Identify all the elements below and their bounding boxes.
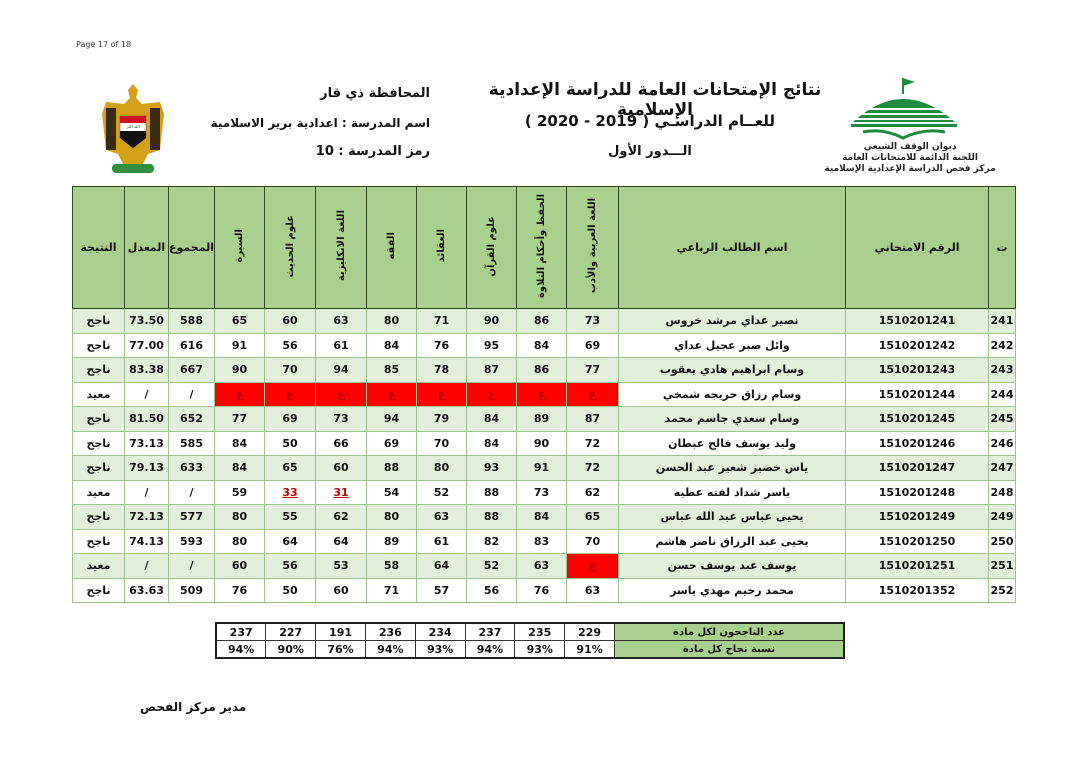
table-row (73, 431, 1016, 456)
cell-index: 247 (989, 456, 1016, 481)
cell-quran-sciences: 93 (467, 456, 517, 481)
cell-fiqh: 88 (367, 456, 417, 481)
cell-english: 63 (316, 309, 367, 334)
cell-index: 246 (989, 431, 1016, 456)
pass-rate-hadith: 90% (266, 641, 316, 659)
pass-rate-hifz: 93% (515, 641, 565, 659)
school-name: اسم المدرسة : اعدادية برير الاسلامية (210, 116, 430, 130)
cell-quran-sciences: 84 (467, 431, 517, 456)
cell-total: 633 (169, 456, 215, 481)
header-hifz (517, 187, 567, 309)
cell-hifz: 83 (517, 529, 567, 554)
cell-exam-number: 1510201246 (846, 431, 989, 456)
cell-total: 652 (169, 407, 215, 432)
cell-english: 64 (316, 529, 367, 554)
header-name: اسم الطالب الرباعي (619, 187, 846, 309)
cell-index: 244 (989, 382, 1016, 407)
cell-result: معيد (73, 480, 125, 505)
cell-arabic-absent: غ (567, 554, 619, 579)
cell-aqaid: 64 (417, 554, 467, 579)
cell-english: 66 (316, 431, 367, 456)
cell-fiqh: 89 (367, 529, 417, 554)
cell-exam-number: 1510201241 (846, 309, 989, 334)
cell-exam-number: 1510201242 (846, 333, 989, 358)
pass-rate-row (216, 641, 844, 659)
pass-count-hifz: 235 (515, 623, 565, 641)
cell-seerah: 65 (215, 309, 265, 334)
cell-index: 251 (989, 554, 1016, 579)
table-row (73, 309, 1016, 334)
cell-average: / (125, 480, 169, 505)
pass-count-quran-sciences: 237 (465, 623, 515, 641)
cell-seerah: 60 (215, 554, 265, 579)
cell-hifz: 76 (517, 578, 567, 603)
cell-average: 63.63 (125, 578, 169, 603)
pass-rate-arabic: 91% (565, 641, 615, 659)
pass-rate-aqaid: 93% (415, 641, 465, 659)
cell-total: 593 (169, 529, 215, 554)
header-fiqh (367, 187, 417, 309)
page-number: Page 17 of 18 (76, 40, 132, 49)
cell-average: / (125, 554, 169, 579)
cell-hadith: 65 (265, 456, 316, 481)
cell-hifz-absent: غ (517, 382, 567, 407)
cell-arabic: 63 (567, 578, 619, 603)
cell-name: ياس خضير شعير عبد الحسن (619, 456, 846, 481)
results-table (72, 186, 1016, 603)
pass-rate-label: نسبة نجاح كل مادة (615, 641, 845, 659)
cell-hifz: 86 (517, 358, 567, 383)
cell-fiqh: 54 (367, 480, 417, 505)
cell-aqaid: 57 (417, 578, 467, 603)
header-seerah-label: السيرة (234, 229, 245, 263)
cell-english-absent: غ (316, 382, 367, 407)
header-quran-sciences (467, 187, 517, 309)
cell-fiqh: 71 (367, 578, 417, 603)
header-arabic (567, 187, 619, 309)
cell-result: ناجح (73, 358, 125, 383)
header-english (316, 187, 367, 309)
signature-label: مدير مركز الفحص (140, 700, 247, 714)
cell-quran-sciences: 56 (467, 578, 517, 603)
cell-index: 249 (989, 505, 1016, 530)
cell-hifz: 86 (517, 309, 567, 334)
governorate: المحافظة ذي قار (320, 86, 430, 101)
cell-exam-number: 1510201245 (846, 407, 989, 432)
cell-english: 94 (316, 358, 367, 383)
cell-aqaid-absent: غ (417, 382, 467, 407)
cell-index: 243 (989, 358, 1016, 383)
table-row (73, 578, 1016, 603)
header-arabic-label: اللغة العربية والأدب (587, 198, 598, 294)
cell-exam-number: 1510201250 (846, 529, 989, 554)
table-row (73, 529, 1016, 554)
table-row (73, 358, 1016, 383)
cell-aqaid: 63 (417, 505, 467, 530)
cell-total: 577 (169, 505, 215, 530)
cell-fiqh: 94 (367, 407, 417, 432)
cell-fiqh-absent: غ (367, 382, 417, 407)
cell-hadith: 69 (265, 407, 316, 432)
pass-count-row (216, 623, 844, 641)
cell-aqaid: 52 (417, 480, 467, 505)
pass-rate-fiqh: 94% (365, 641, 415, 659)
cell-quran-sciences: 95 (467, 333, 517, 358)
pass-count-english: 191 (316, 623, 366, 641)
pass-count-label: عدد الناجحون لكل مادة (615, 623, 845, 641)
coat-of-arms-text: الله اكبر (126, 124, 140, 129)
cell-name: يحيى عبد الرزاق ناصر هاشم (619, 529, 846, 554)
cell-arabic: 77 (567, 358, 619, 383)
cell-aqaid: 70 (417, 431, 467, 456)
header-hifz-label: الحفظ وأحكام التلاوة (536, 194, 547, 298)
pass-rate-quran-sciences: 94% (465, 641, 515, 659)
cell-hadith: 50 (265, 578, 316, 603)
table-row (73, 554, 1016, 579)
cell-total: 588 (169, 309, 215, 334)
cell-average: 77.00 (125, 333, 169, 358)
cell-english: 62 (316, 505, 367, 530)
cell-average: 81.50 (125, 407, 169, 432)
cell-arabic: 73 (567, 309, 619, 334)
cell-name: وائل صبر عجيل عداي (619, 333, 846, 358)
cell-result: ناجح (73, 407, 125, 432)
cell-fiqh: 84 (367, 333, 417, 358)
header-quran-sciences-label: علوم القرآن (486, 215, 497, 277)
cell-exam-number: 1510201248 (846, 480, 989, 505)
pass-count-seerah: 237 (216, 623, 266, 641)
cell-result: ناجح (73, 431, 125, 456)
cell-name: وسام رزاق حريجه شمخي (619, 382, 846, 407)
cell-hifz: 73 (517, 480, 567, 505)
cell-aqaid: 79 (417, 407, 467, 432)
cell-index: 245 (989, 407, 1016, 432)
cell-seerah: 84 (215, 431, 265, 456)
green-dome-logo (843, 74, 965, 144)
table-row (73, 505, 1016, 530)
cell-seerah: 84 (215, 456, 265, 481)
cell-average: 79.13 (125, 456, 169, 481)
cell-quran-sciences: 87 (467, 358, 517, 383)
cell-aqaid: 76 (417, 333, 467, 358)
cell-name: يوسف عبد يوسف حسن (619, 554, 846, 579)
cell-total: 616 (169, 333, 215, 358)
cell-index: 250 (989, 529, 1016, 554)
cell-arabic: 87 (567, 407, 619, 432)
org-line: مركز فحص الدراسة الإعدادية الإسلامية (824, 164, 996, 174)
cell-seerah: 91 (215, 333, 265, 358)
cell-average: 72.13 (125, 505, 169, 530)
cell-hadith (265, 480, 316, 505)
summary-table (215, 622, 845, 659)
cell-total: 667 (169, 358, 215, 383)
cell-fiqh: 85 (367, 358, 417, 383)
header-average: المعدل (125, 187, 169, 309)
cell-name: يحيى عباس عبد الله عباس (619, 505, 846, 530)
cell-hadith: 55 (265, 505, 316, 530)
header-english-label: اللغة الانكليزية (335, 210, 347, 282)
cell-hadith: 64 (265, 529, 316, 554)
table-row (73, 407, 1016, 432)
cell-hifz: 84 (517, 333, 567, 358)
cell-english (316, 480, 367, 505)
pass-rate-seerah: 94% (216, 641, 266, 659)
header-result: النتيجة (73, 187, 125, 309)
cell-fiqh: 58 (367, 554, 417, 579)
cell-seerah: 76 (215, 578, 265, 603)
cell-arabic: 72 (567, 431, 619, 456)
cell-hifz: 90 (517, 431, 567, 456)
cell-english: 61 (316, 333, 367, 358)
header-index: ت (989, 187, 1016, 309)
cell-total: 509 (169, 578, 215, 603)
cell-quran-sciences-absent: غ (467, 382, 517, 407)
cell-exam-number: 1510201247 (846, 456, 989, 481)
cell-exam-number: 1510201352 (846, 578, 989, 603)
cell-average: / (125, 382, 169, 407)
iraq-coat-of-arms-logo (98, 80, 168, 178)
cell-seerah-absent: غ (215, 382, 265, 407)
cell-index: 241 (989, 309, 1016, 334)
pass-count-aqaid: 234 (415, 623, 465, 641)
header-exam-number: الرقم الامتحاني (846, 187, 989, 309)
cell-hifz: 89 (517, 407, 567, 432)
cell-index: 252 (989, 578, 1016, 603)
cell-exam-number: 1510201243 (846, 358, 989, 383)
cell-seerah: 80 (215, 505, 265, 530)
pass-rate-english: 76% (316, 641, 366, 659)
cell-arabic: 62 (567, 480, 619, 505)
cell-arabic: 70 (567, 529, 619, 554)
table-row (73, 480, 1016, 505)
cell-english: 73 (316, 407, 367, 432)
cell-exam-number: 1510201249 (846, 505, 989, 530)
cell-fiqh: 80 (367, 505, 417, 530)
cell-hifz: 63 (517, 554, 567, 579)
cell-arabic: 69 (567, 333, 619, 358)
cell-total: / (169, 382, 215, 407)
cell-arabic-absent: غ (567, 382, 619, 407)
header-aqaid-label: العقائد (436, 229, 447, 263)
cell-aqaid: 61 (417, 529, 467, 554)
cell-total: / (169, 480, 215, 505)
cell-hadith-absent: غ (265, 382, 316, 407)
cell-average: 83.38 (125, 358, 169, 383)
header-fiqh-label: الفقه (386, 232, 397, 260)
cell-result: ناجح (73, 529, 125, 554)
cell-total: / (169, 554, 215, 579)
cell-result: معيد (73, 554, 125, 579)
header-hadith (265, 187, 316, 309)
report-title: نتائج الإمتحانات العامة للدراسة الإعدادية الإسلامية (488, 80, 822, 120)
header-hadith-label: علوم الحديث (284, 214, 296, 278)
header-total: المجموع (169, 187, 215, 309)
table-header-row (73, 187, 1016, 309)
organization-block (805, 142, 1015, 175)
header-seerah (215, 187, 265, 309)
cell-quran-sciences: 82 (467, 529, 517, 554)
cell-english: 53 (316, 554, 367, 579)
cell-hifz: 91 (517, 456, 567, 481)
cell-name: نصير عداي مرشد خروس (619, 309, 846, 334)
cell-english: 60 (316, 578, 367, 603)
cell-total: 585 (169, 431, 215, 456)
cell-result: ناجح (73, 505, 125, 530)
org-line: اللجنة الدائمة للامتحانات العامة (842, 153, 978, 163)
cell-aqaid: 71 (417, 309, 467, 334)
school-code: رمز المدرسة : 10 (315, 144, 430, 159)
cell-hadith: 56 (265, 333, 316, 358)
cell-name: ياسر شداد لفته عطيه (619, 480, 846, 505)
cell-seerah: 80 (215, 529, 265, 554)
cell-quran-sciences: 84 (467, 407, 517, 432)
table-row (73, 382, 1016, 407)
pass-count-arabic: 229 (565, 623, 615, 641)
org-line: ديوان الوقف الشيعي (863, 142, 957, 152)
cell-average: 73.50 (125, 309, 169, 334)
academic-year: للعــام الدراسـي ( 2019 - 2020 ) (524, 112, 776, 130)
table-row (73, 333, 1016, 358)
cell-index: 248 (989, 480, 1016, 505)
cell-quran-sciences: 88 (467, 480, 517, 505)
cell-result: ناجح (73, 578, 125, 603)
cell-hifz: 84 (517, 505, 567, 530)
cell-name: محمد رحيم مهدي ياسر (619, 578, 846, 603)
cell-hadith: 50 (265, 431, 316, 456)
cell-result: ناجح (73, 333, 125, 358)
cell-name: وسام سعدي جاسم محمد (619, 407, 846, 432)
cell-exam-number: 1510201251 (846, 554, 989, 579)
cell-seerah: 90 (215, 358, 265, 383)
cell-aqaid: 78 (417, 358, 467, 383)
cell-arabic: 65 (567, 505, 619, 530)
cell-average: 74.13 (125, 529, 169, 554)
cell-seerah: 59 (215, 480, 265, 505)
pass-count-fiqh: 236 (365, 623, 415, 641)
cell-result: معيد (73, 382, 125, 407)
cell-english: 60 (316, 456, 367, 481)
cell-name: وليد يوسف فالح عبطان (619, 431, 846, 456)
failing-grade: 33 (282, 485, 298, 499)
cell-index: 242 (989, 333, 1016, 358)
header-aqaid (417, 187, 467, 309)
pass-count-hadith: 227 (266, 623, 316, 641)
cell-aqaid: 80 (417, 456, 467, 481)
cell-name: وسام ابراهيم هادي يعقوب (619, 358, 846, 383)
cell-seerah: 77 (215, 407, 265, 432)
cell-result: ناجح (73, 456, 125, 481)
cell-hadith: 60 (265, 309, 316, 334)
cell-quran-sciences: 88 (467, 505, 517, 530)
cell-result: ناجح (73, 309, 125, 334)
cell-fiqh: 80 (367, 309, 417, 334)
cell-average: 73.13 (125, 431, 169, 456)
cell-quran-sciences: 52 (467, 554, 517, 579)
exam-round: الـــدور الأول (608, 144, 692, 159)
cell-arabic: 72 (567, 456, 619, 481)
failing-grade: 31 (333, 485, 349, 499)
cell-quran-sciences: 90 (467, 309, 517, 334)
cell-hadith: 56 (265, 554, 316, 579)
cell-exam-number: 1510201244 (846, 382, 989, 407)
cell-fiqh: 69 (367, 431, 417, 456)
table-row (73, 456, 1016, 481)
cell-hadith: 70 (265, 358, 316, 383)
